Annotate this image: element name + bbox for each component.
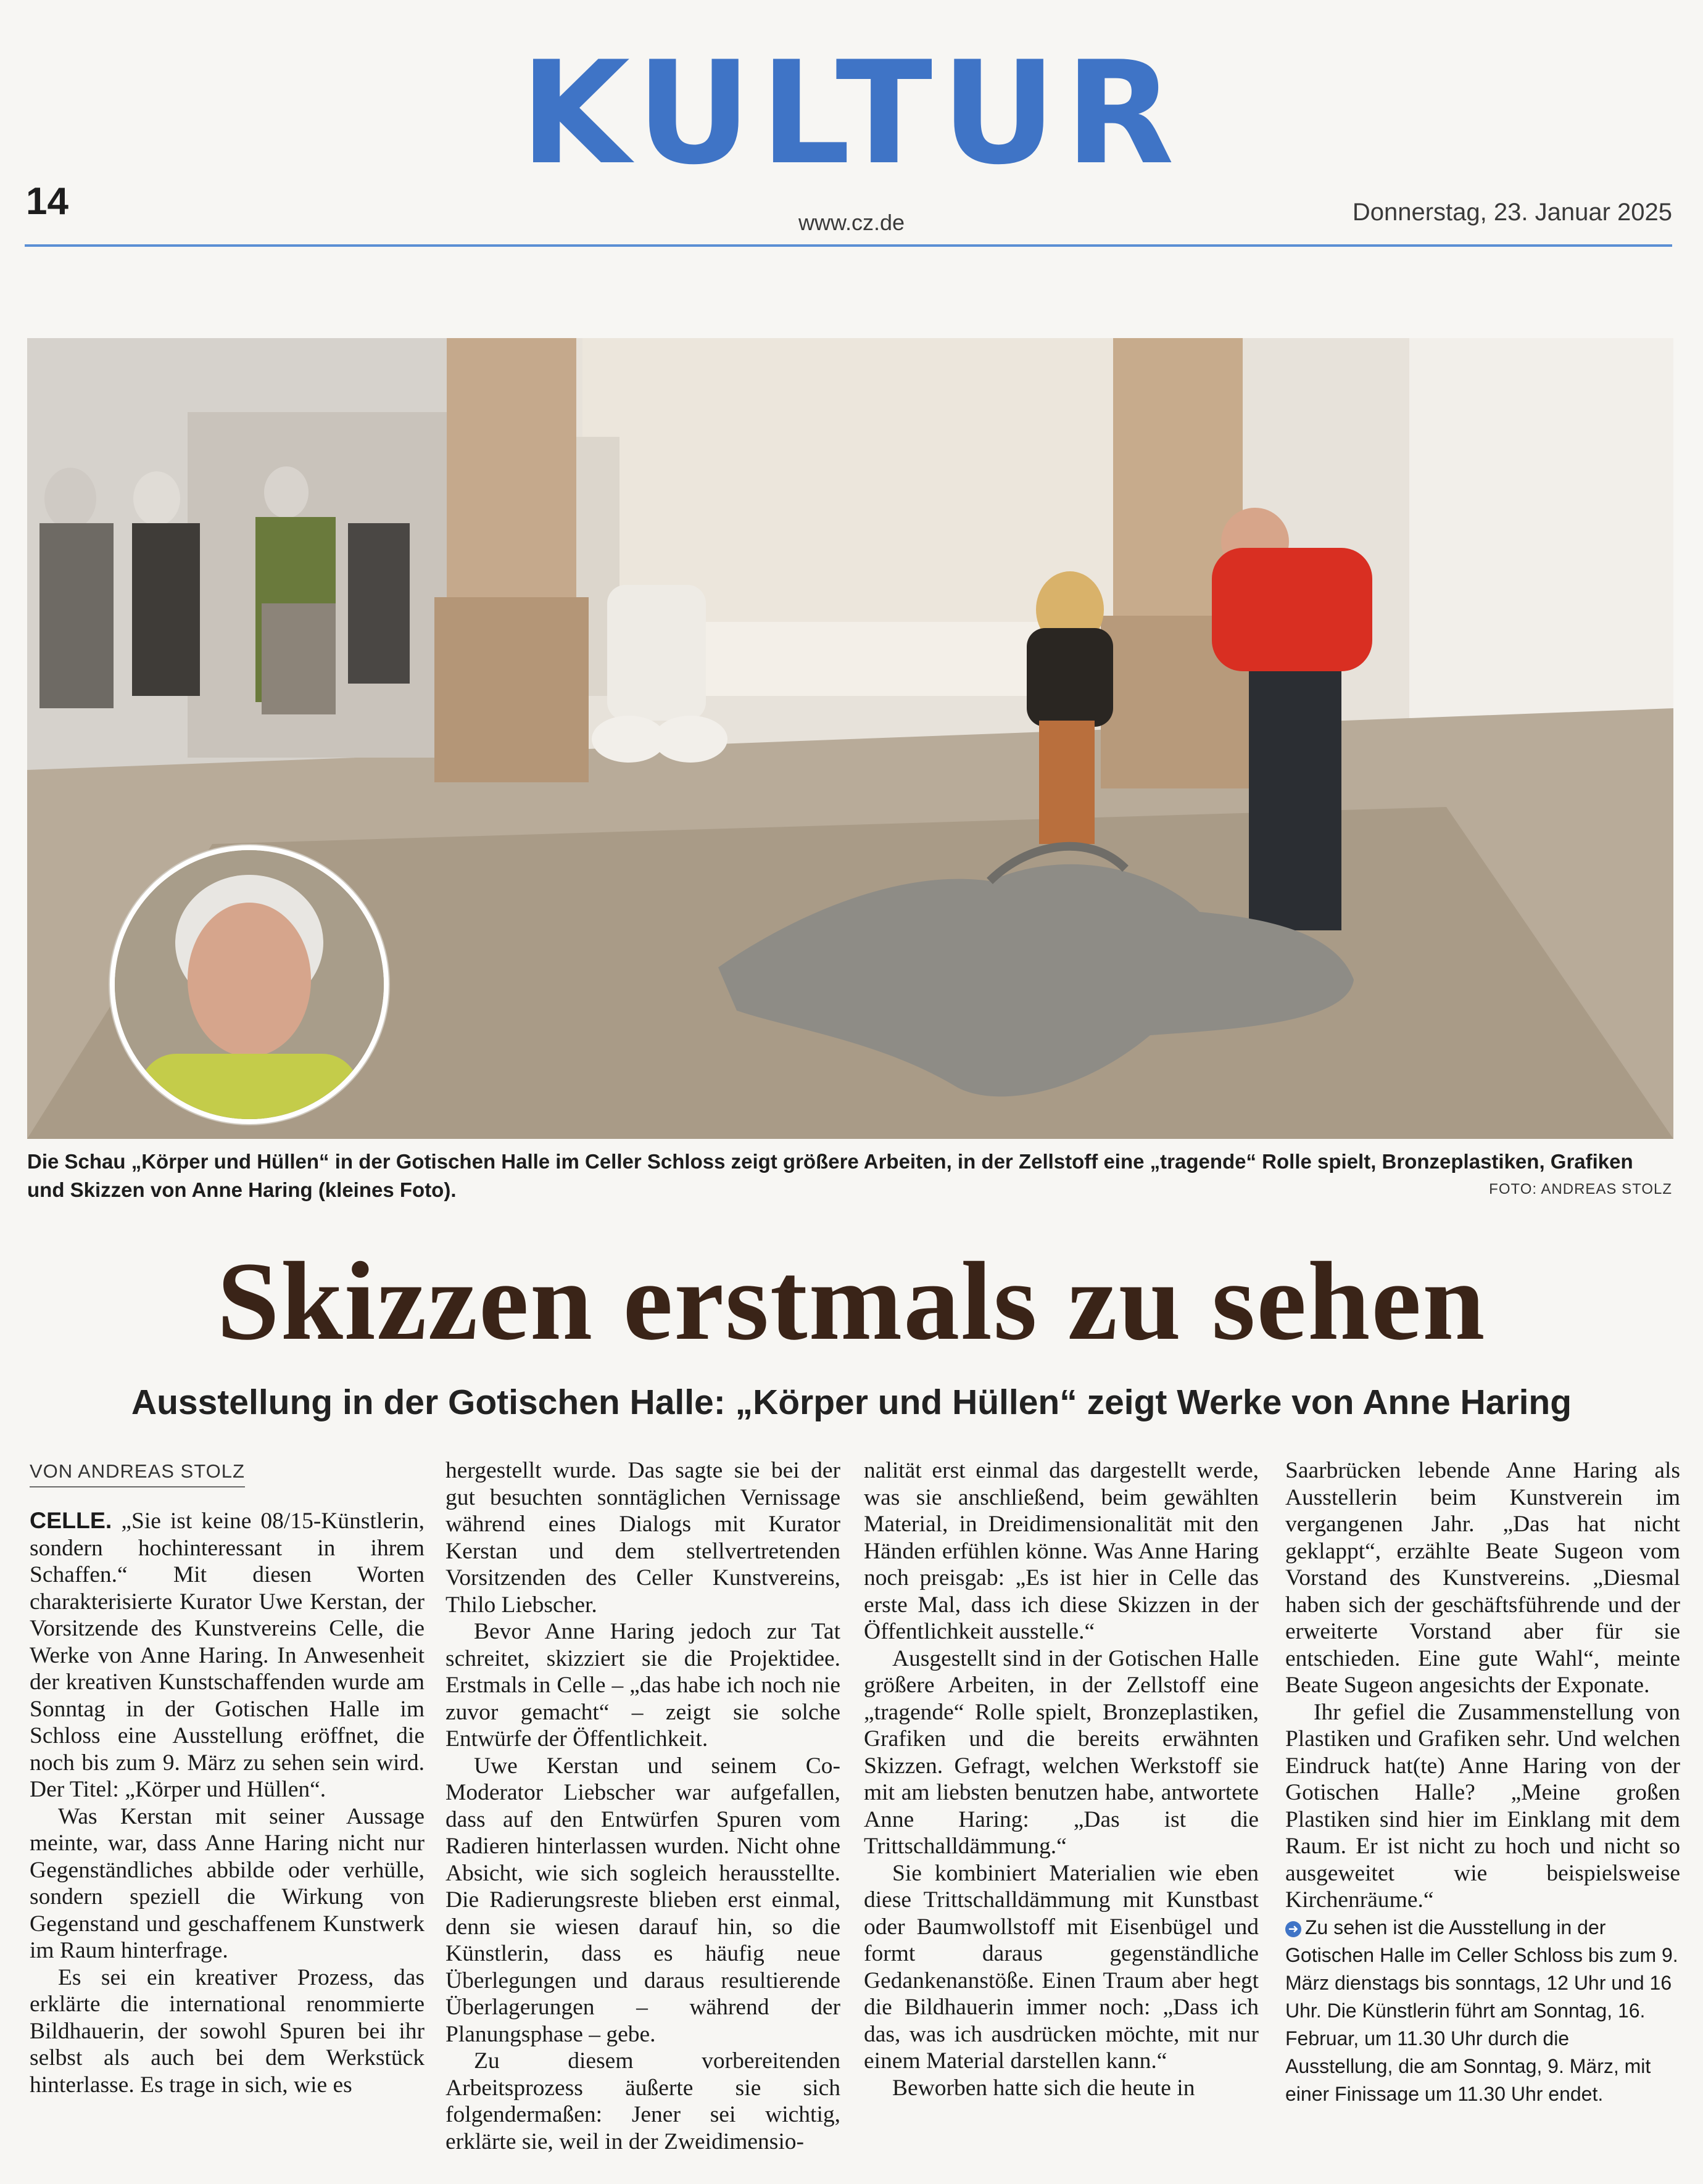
paragraph-text: „Sie ist keine 08/15-Künstlerin, sondern hochinteressant in ihrem Schaffen.“ Mit diesen Worten charakterisierte Kurator Uwe Kerstan, der Vorsitzende des Kunstvereins Celle, die Werke von Anne Haring. In Anwesenheit der kreativen Kunstschaffenden wurde am Sonntag in der Gotischen Halle im Schloss eine Ausstellung eröffnet, die noch bis zum 9. März zu sehen sein wird. Der Titel: „Körper und Hüllen“. — [30, 1508, 425, 1802]
issue-date: Donnerstag, 23. Januar 2025 — [1352, 199, 1672, 226]
paragraph: Sie kombiniert Materialien wie eben diese Trittschalldämmung mit Kunstbast oder Baumwollstoff mit Eisenbügel und formt daraus gegenständliche Gedankenanstöße. Einen Traum aber hegt die Bildhauerin immer noch: „Dass ich das, was ich ausdrücken möchte, mit nur einem Material darstellen kann.“ — [864, 1860, 1259, 2074]
photo-caption: Die Schau „Körper und Hüllen“ in der Gotischen Halle im Celler Schloss zeigt größere Arbeiten, in der Zellstoff eine „tragende“ Rolle spielt, Bronzeplastiken, Grafiken und Skizzen von Anne Haring (kleines Foto). — [27, 1150, 1633, 1201]
article-column-2 — [445, 1457, 840, 2155]
article-column-3 — [864, 1457, 1259, 2101]
page-number: 14 — [26, 180, 68, 223]
article-column-4 — [1285, 1457, 1680, 2108]
dateline: CELLE. — [30, 1507, 112, 1533]
arrow-right-icon: ➜ — [1285, 1921, 1301, 1937]
paragraph: Was Kerstan mit seiner Aussage meinte, war, dass Anne Haring nicht nur Gegenständliches abbilde oder verhülle, sondern speziell die Wirkung von Gegenstand und geschaffenem Kunstwerk im Raum hinterfrage. — [30, 1803, 425, 1963]
info-box — [1285, 1914, 1680, 2108]
article-column-1 — [30, 1457, 425, 2098]
photo-credit: FOTO: ANDREAS STOLZ — [1489, 1181, 1672, 1197]
paragraph — [30, 1507, 425, 1803]
paragraph: Ihr gefiel die Zusammenstellung von Plastiken und Grafiken sehr. Und welchen Eindruck hat(te) Anne Haring von der Gotischen Halle? „Meine großen Plastiken sind hier im Einklang mit dem Raum. Er ist nicht zu hoch und nicht so ausgeweitet wie beispielsweise Kirchenräume.“ — [1285, 1699, 1680, 1913]
paragraph: Zu diesem vorbereitenden Arbeitsprozess äußerte sie sich folgendermaßen: Jener sei wichtig, erklärte sie, weil in der Zweidimensio- — [445, 2048, 840, 2154]
header-rule — [25, 244, 1672, 247]
paragraph: Saarbrücken lebende Anne Haring als Ausstellerin beim Kunstverein im vergangenen Jahr. „Das hat nicht geklappt“, erzählte Beate Sugeon vom Vorstand des Kunstvereins. „Diesmal haben sich der geschäftsführende und der erweiterte Vorstand aber für sie entschieden. Eine gute Wahl“, meinte Beate Sugeon angesichts der Exponate. — [1285, 1458, 1680, 1698]
paragraph: hergestellt wurde. Das sagte sie bei der gut besuchten sonntäglichen Vernissage während eines Dialogs mit Kurator Kerstan und dem stellvertretenden Vorsitzenden des Celler Kunstvereins, Thilo Liebscher. — [445, 1458, 840, 1618]
byline: VON ANDREAS STOLZ — [30, 1459, 245, 1487]
paragraph: Es sei ein kreativer Prozess, das erklärte die international renommierte Bildhauerin, der sowohl Spuren bei ihr selbst als auch bei dem Werkstück hinterlasse. Es trage in sich, wie es — [30, 1964, 425, 2098]
paragraph: Ausgestellt sind in der Gotischen Halle größere Arbeiten, in der Zellstoff eine „tragende“ Rolle spielt, Bronzeplastiken, Grafiken und die bereits erwähnten Skizzen. Gefragt, welchen Werkstoff sie mit am liebsten benutzen habe, antwortete Anne Haring: „Das ist die Trittschalldämmung.“ — [864, 1645, 1259, 1859]
headline: Skizzen erstmals zu sehen — [217, 1239, 1486, 1363]
paragraph: Bevor Anne Haring jedoch zur Tat schreitet, skizziert sie die Projektidee. Erstmals in Celle – „das habe ich noch nie zuvor gemacht“ – zeigt sie solche Entwürfe der Öffentlichkeit. — [445, 1619, 840, 1752]
info-text: Zu sehen ist die Ausstellung in der Gotischen Halle im Celler Schloss bis zum 9. März dienstags bis sonntags, 12 Uhr und 16 Uhr. Die Künstlerin führt am Sonntag, 16. Februar, um 11.30 Uhr durch die Ausstellung, die am Sonntag, 9. März, mit einer Finissage um 11.30 Uhr endet. — [1285, 1916, 1678, 2105]
artist-portrait — [110, 845, 389, 1124]
website-url[interactable]: www.cz.de — [798, 210, 905, 235]
paragraph: nalität erst einmal das dargestellt werde, was sie anschließend, beim gewählten Material, in Dreidimensionalität mit den Händen erfühlen könne. Was Anne Haring noch preisgab: „Es ist hier in Celle das erste Mal, dass ich diese Skizzen in der Öffentlichkeit ausstelle.“ — [864, 1458, 1259, 1644]
subheadline: Ausstellung in der Gotischen Halle: „Körper und Hüllen“ zeigt Werke von Anne Haring — [131, 1383, 1572, 1422]
artist-portrait-illustration — [115, 850, 384, 1119]
paragraph: Uwe Kerstan und seinem Co-Moderator Liebscher war aufgefallen, dass auf den Entwürfen Spuren vom Radieren hinterlassen wurden. Nicht ohne Absicht, wie sich sogleich herausstellte. Die Radierungsreste blieben erst einmal, denn sie wiesen darauf hin, so die Künstlerin, dass es häufig neue Überlegungen und daraus resultierende Überlagerungen – während der Planungsphase – gebe. — [445, 1753, 840, 2047]
paragraph: Beworben hatte sich die heute in — [892, 2075, 1195, 2101]
section-title: KULTUR — [520, 31, 1183, 196]
